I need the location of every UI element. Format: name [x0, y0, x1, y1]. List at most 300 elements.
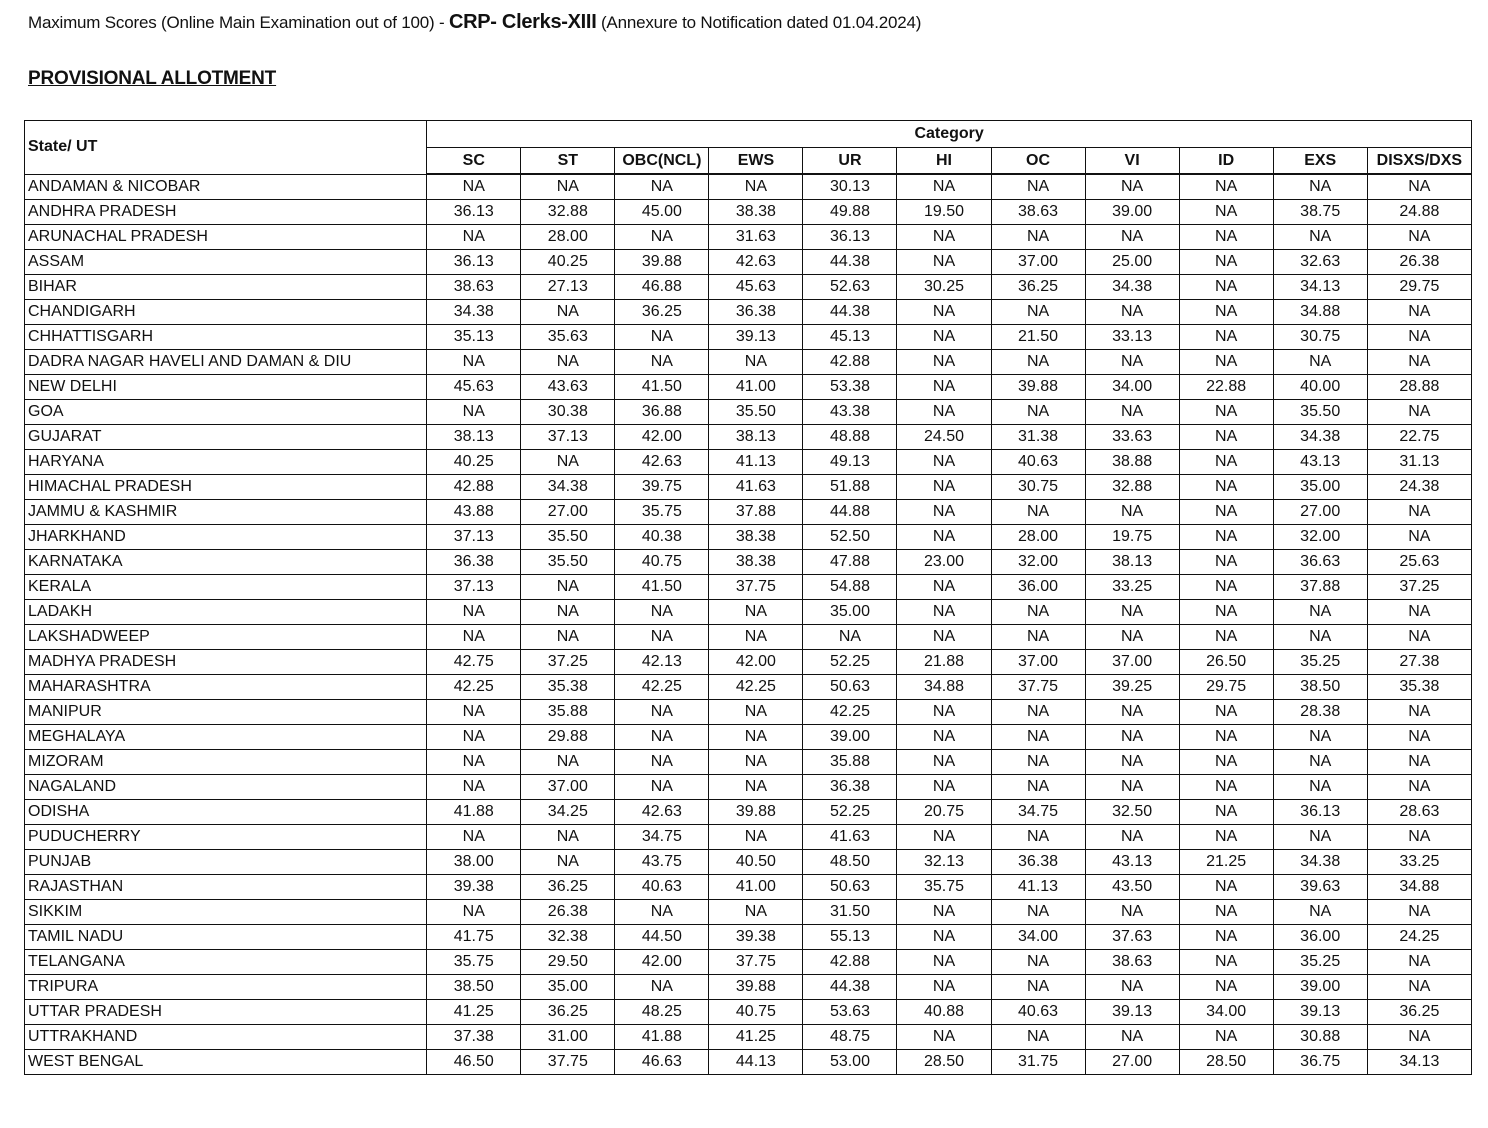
score-cell: 39.00	[1273, 975, 1367, 1000]
score-cell: 48.75	[803, 1025, 897, 1050]
score-cell: 35.00	[521, 975, 615, 1000]
score-cell: NA	[709, 600, 803, 625]
score-cell: NA	[803, 625, 897, 650]
score-cell: 24.25	[1367, 925, 1471, 950]
score-cell: 32.13	[897, 850, 991, 875]
score-cell: NA	[897, 1025, 991, 1050]
score-cell: NA	[1179, 600, 1273, 625]
table-row	[25, 225, 1472, 250]
state-name-cell: ANDAMAN & NICOBAR	[25, 174, 427, 200]
score-cell: NA	[897, 375, 991, 400]
score-cell: 28.00	[521, 225, 615, 250]
score-cell: NA	[427, 825, 521, 850]
score-cell: 39.25	[1085, 675, 1179, 700]
score-cell: NA	[615, 775, 709, 800]
score-cell: 24.50	[897, 425, 991, 450]
score-cell: NA	[991, 174, 1085, 200]
table-row	[25, 250, 1472, 275]
score-cell: NA	[991, 600, 1085, 625]
score-cell: 34.88	[1367, 875, 1471, 900]
table-row	[25, 925, 1472, 950]
state-column-header: State/ UT	[25, 121, 427, 175]
score-cell: NA	[709, 625, 803, 650]
table-row	[25, 600, 1472, 625]
score-cell: 32.63	[1273, 250, 1367, 275]
table-row	[25, 1025, 1472, 1050]
score-cell: NA	[1273, 225, 1367, 250]
score-cell: NA	[897, 250, 991, 275]
score-cell: 34.13	[1273, 275, 1367, 300]
score-cell: NA	[1085, 350, 1179, 375]
score-cell: 34.88	[897, 675, 991, 700]
score-cell: 27.00	[1085, 1050, 1179, 1075]
score-cell: NA	[991, 225, 1085, 250]
score-cell: NA	[521, 850, 615, 875]
score-cell: 30.25	[897, 275, 991, 300]
table-row	[25, 725, 1472, 750]
score-cell: NA	[991, 400, 1085, 425]
column-header: UR	[803, 148, 897, 175]
score-cell: 28.00	[991, 525, 1085, 550]
score-cell: NA	[1085, 700, 1179, 725]
score-cell: 29.88	[521, 725, 615, 750]
state-name-cell: GOA	[25, 400, 427, 425]
score-cell: 29.75	[1179, 675, 1273, 700]
score-cell: 50.63	[803, 675, 897, 700]
score-cell: 21.25	[1179, 850, 1273, 875]
state-name-cell: RAJASTHAN	[25, 875, 427, 900]
table-row	[25, 675, 1472, 700]
score-cell: 35.50	[521, 550, 615, 575]
score-cell: 35.75	[897, 875, 991, 900]
score-cell: 30.13	[803, 174, 897, 200]
score-cell: 26.38	[521, 900, 615, 925]
score-cell: NA	[615, 225, 709, 250]
score-cell: NA	[521, 450, 615, 475]
score-cell: NA	[1179, 925, 1273, 950]
score-cell: NA	[1179, 400, 1273, 425]
score-cell: 41.25	[709, 1025, 803, 1050]
score-cell: 34.00	[991, 925, 1085, 950]
score-cell: 26.38	[1367, 250, 1471, 275]
score-cell: NA	[1085, 174, 1179, 200]
table-row	[25, 400, 1472, 425]
table-row	[25, 750, 1472, 775]
score-cell: 38.50	[427, 975, 521, 1000]
score-cell: NA	[897, 300, 991, 325]
score-cell: 44.50	[615, 925, 709, 950]
score-cell: NA	[427, 900, 521, 925]
score-cell: NA	[991, 625, 1085, 650]
score-cell: NA	[1179, 250, 1273, 275]
score-cell: 19.50	[897, 200, 991, 225]
score-cell: NA	[427, 775, 521, 800]
score-cell: 40.63	[615, 875, 709, 900]
score-cell: 41.25	[427, 1000, 521, 1025]
score-cell: NA	[1179, 875, 1273, 900]
score-cell: 27.38	[1367, 650, 1471, 675]
score-cell: 40.25	[521, 250, 615, 275]
score-cell: 35.00	[1273, 475, 1367, 500]
score-cell: 34.38	[427, 300, 521, 325]
score-cell: 37.00	[991, 250, 1085, 275]
score-cell: NA	[991, 825, 1085, 850]
score-cell: 28.50	[1179, 1050, 1273, 1075]
score-cell: 36.25	[615, 300, 709, 325]
score-cell: 32.38	[521, 925, 615, 950]
score-cell: 38.13	[427, 425, 521, 450]
score-cell: NA	[897, 625, 991, 650]
score-cell: 42.25	[615, 675, 709, 700]
score-cell: 35.50	[709, 400, 803, 425]
state-name-cell: TRIPURA	[25, 975, 427, 1000]
score-cell: 34.75	[991, 800, 1085, 825]
score-cell: NA	[897, 450, 991, 475]
score-cell: NA	[1367, 975, 1471, 1000]
table-row	[25, 174, 1472, 200]
score-cell: 39.00	[1085, 200, 1179, 225]
heading-prefix: Maximum Scores (Online Main Examination out of 100) -	[28, 13, 449, 32]
score-cell: 30.88	[1273, 1025, 1367, 1050]
score-cell: 36.25	[991, 275, 1085, 300]
score-cell: 34.38	[1273, 425, 1367, 450]
table-row	[25, 775, 1472, 800]
score-cell: 19.75	[1085, 525, 1179, 550]
score-cell: 38.63	[1085, 950, 1179, 975]
state-name-cell: ASSAM	[25, 250, 427, 275]
score-cell: NA	[709, 700, 803, 725]
score-cell: 42.25	[709, 675, 803, 700]
score-cell: 36.13	[803, 225, 897, 250]
score-cell: NA	[897, 750, 991, 775]
score-cell: NA	[1179, 200, 1273, 225]
score-cell: 39.38	[709, 925, 803, 950]
score-cell: 42.63	[709, 250, 803, 275]
score-cell: 37.13	[427, 575, 521, 600]
score-cell: NA	[897, 950, 991, 975]
score-cell: 45.13	[803, 325, 897, 350]
score-cell: NA	[1085, 500, 1179, 525]
score-cell: NA	[1179, 975, 1273, 1000]
score-cell: 37.13	[521, 425, 615, 450]
state-name-cell: NAGALAND	[25, 775, 427, 800]
score-cell: NA	[427, 350, 521, 375]
score-cell: NA	[427, 225, 521, 250]
score-cell: 38.13	[1085, 550, 1179, 575]
score-cell: 28.63	[1367, 800, 1471, 825]
score-cell: NA	[897, 400, 991, 425]
score-cell: 35.25	[1273, 950, 1367, 975]
score-cell: NA	[1179, 275, 1273, 300]
score-cell: 41.00	[709, 875, 803, 900]
score-cell: NA	[1179, 500, 1273, 525]
score-cell: NA	[1179, 800, 1273, 825]
score-cell: 37.00	[1085, 650, 1179, 675]
score-cell: NA	[897, 975, 991, 1000]
score-cell: NA	[897, 500, 991, 525]
score-cell: 31.00	[521, 1025, 615, 1050]
score-cell: 31.75	[991, 1050, 1085, 1075]
score-cell: 38.38	[709, 200, 803, 225]
score-cell: 43.75	[615, 850, 709, 875]
score-cell: NA	[991, 700, 1085, 725]
score-cell: 37.00	[521, 775, 615, 800]
scores-table	[24, 120, 1472, 1075]
score-cell: NA	[897, 525, 991, 550]
score-cell: NA	[1273, 625, 1367, 650]
score-cell: 53.00	[803, 1050, 897, 1075]
score-cell: NA	[1085, 1025, 1179, 1050]
score-cell: NA	[427, 625, 521, 650]
score-cell: NA	[1085, 600, 1179, 625]
score-cell: 42.25	[803, 700, 897, 725]
score-cell: 37.38	[427, 1025, 521, 1050]
score-cell: NA	[897, 725, 991, 750]
score-cell: 40.50	[709, 850, 803, 875]
score-cell: 28.38	[1273, 700, 1367, 725]
score-cell: 34.00	[1085, 375, 1179, 400]
score-cell: NA	[427, 750, 521, 775]
score-cell: NA	[1367, 700, 1471, 725]
score-cell: 35.50	[1273, 400, 1367, 425]
score-cell: 52.50	[803, 525, 897, 550]
heading-exam-name: CRP- Clerks-XIII	[448, 11, 597, 33]
score-cell: 34.13	[1367, 1050, 1471, 1075]
score-cell: 41.13	[709, 450, 803, 475]
score-cell: 44.38	[803, 975, 897, 1000]
score-cell: 40.88	[897, 1000, 991, 1025]
table-row	[25, 825, 1472, 850]
state-name-cell: HARYANA	[25, 450, 427, 475]
score-cell: 37.75	[709, 950, 803, 975]
score-cell: 27.00	[1273, 500, 1367, 525]
score-cell: NA	[1179, 300, 1273, 325]
score-cell: 24.38	[1367, 475, 1471, 500]
score-cell: NA	[1273, 900, 1367, 925]
column-header: OBC(NCL)	[615, 148, 709, 175]
score-cell: NA	[709, 825, 803, 850]
score-cell: 36.00	[1273, 925, 1367, 950]
score-cell: 53.63	[803, 1000, 897, 1025]
score-cell: NA	[897, 350, 991, 375]
score-cell: 41.63	[709, 475, 803, 500]
score-cell: NA	[897, 225, 991, 250]
score-cell: 44.38	[803, 300, 897, 325]
score-cell: 35.00	[803, 600, 897, 625]
column-header: ST	[521, 148, 615, 175]
score-cell: 40.63	[991, 1000, 1085, 1025]
score-cell: 35.50	[521, 525, 615, 550]
score-cell: 45.63	[709, 275, 803, 300]
table-row	[25, 475, 1472, 500]
score-cell: 22.88	[1179, 375, 1273, 400]
score-cell: 41.13	[991, 875, 1085, 900]
score-cell: 53.38	[803, 375, 897, 400]
score-cell: NA	[1085, 825, 1179, 850]
score-cell: 36.63	[1273, 550, 1367, 575]
score-cell: NA	[427, 400, 521, 425]
score-cell: 29.75	[1367, 275, 1471, 300]
score-cell: 30.38	[521, 400, 615, 425]
score-cell: NA	[1367, 1025, 1471, 1050]
score-cell: 21.50	[991, 325, 1085, 350]
column-header: SC	[427, 148, 521, 175]
score-cell: 26.50	[1179, 650, 1273, 675]
score-cell: 24.88	[1367, 200, 1471, 225]
score-cell: NA	[897, 475, 991, 500]
score-cell: 40.25	[427, 450, 521, 475]
score-cell: 40.38	[615, 525, 709, 550]
score-cell: 45.00	[615, 200, 709, 225]
column-header: VI	[1085, 148, 1179, 175]
score-cell: NA	[897, 925, 991, 950]
score-cell: 42.63	[615, 450, 709, 475]
score-cell: NA	[427, 725, 521, 750]
score-cell: 42.75	[427, 650, 521, 675]
score-cell: NA	[1367, 950, 1471, 975]
table-row	[25, 425, 1472, 450]
score-cell: 37.00	[991, 650, 1085, 675]
score-cell: 38.13	[709, 425, 803, 450]
score-cell: NA	[709, 174, 803, 200]
score-cell: 39.13	[1085, 1000, 1179, 1025]
score-cell: 42.63	[615, 800, 709, 825]
score-cell: NA	[1273, 725, 1367, 750]
column-header: ID	[1179, 148, 1273, 175]
score-cell: NA	[1367, 600, 1471, 625]
score-cell: NA	[897, 700, 991, 725]
score-cell: NA	[1179, 525, 1273, 550]
score-cell: 39.75	[615, 475, 709, 500]
heading-suffix: (Annexure to Notification dated 01.04.2024)	[596, 13, 922, 32]
score-cell: 55.13	[803, 925, 897, 950]
score-cell: NA	[521, 825, 615, 850]
score-cell: 41.00	[709, 375, 803, 400]
score-cell: 36.38	[709, 300, 803, 325]
state-name-cell: PUDUCHERRY	[25, 825, 427, 850]
table-row	[25, 525, 1472, 550]
score-cell: NA	[615, 325, 709, 350]
score-cell: NA	[991, 775, 1085, 800]
score-cell: 42.88	[803, 350, 897, 375]
score-cell: 40.63	[991, 450, 1085, 475]
score-cell: 48.50	[803, 850, 897, 875]
score-cell: NA	[991, 750, 1085, 775]
score-cell: 52.25	[803, 800, 897, 825]
score-cell: 37.75	[521, 1050, 615, 1075]
score-cell: NA	[521, 174, 615, 200]
score-cell: NA	[1273, 350, 1367, 375]
state-name-cell: SIKKIM	[25, 900, 427, 925]
score-cell: NA	[427, 600, 521, 625]
score-cell: 41.63	[803, 825, 897, 850]
score-cell: 52.63	[803, 275, 897, 300]
score-cell: 27.00	[521, 500, 615, 525]
score-cell: 41.75	[427, 925, 521, 950]
state-name-cell: MAHARASHTRA	[25, 675, 427, 700]
table-row	[25, 875, 1472, 900]
score-cell: 36.25	[1367, 1000, 1471, 1025]
score-cell: 28.88	[1367, 375, 1471, 400]
state-name-cell: UTTAR PRADESH	[25, 1000, 427, 1025]
score-cell: NA	[1179, 625, 1273, 650]
score-cell: 36.38	[991, 850, 1085, 875]
score-cell: 43.88	[427, 500, 521, 525]
score-cell: 38.63	[991, 200, 1085, 225]
score-cell: 36.13	[427, 250, 521, 275]
score-cell: 38.50	[1273, 675, 1367, 700]
score-cell: NA	[1179, 550, 1273, 575]
state-name-cell: JHARKHAND	[25, 525, 427, 550]
table-body	[25, 174, 1472, 1075]
score-cell: 23.00	[897, 550, 991, 575]
score-cell: NA	[1085, 750, 1179, 775]
score-cell: 31.63	[709, 225, 803, 250]
score-cell: 36.38	[427, 550, 521, 575]
score-cell: 38.00	[427, 850, 521, 875]
score-cell: 40.75	[615, 550, 709, 575]
score-cell: 35.63	[521, 325, 615, 350]
state-name-cell: GUJARAT	[25, 425, 427, 450]
score-cell: 46.50	[427, 1050, 521, 1075]
score-cell: 37.88	[709, 500, 803, 525]
score-cell: 33.63	[1085, 425, 1179, 450]
score-cell: 36.25	[521, 1000, 615, 1025]
score-cell: NA	[615, 600, 709, 625]
score-cell: 31.13	[1367, 450, 1471, 475]
score-cell: 41.88	[427, 800, 521, 825]
score-cell: NA	[709, 750, 803, 775]
score-cell: 34.38	[521, 475, 615, 500]
score-cell: 29.50	[521, 950, 615, 975]
score-cell: NA	[709, 350, 803, 375]
score-cell: 34.88	[1273, 300, 1367, 325]
table-row	[25, 500, 1472, 525]
score-cell: 34.75	[615, 825, 709, 850]
score-cell: 32.88	[521, 200, 615, 225]
score-cell: 25.00	[1085, 250, 1179, 275]
table-row	[25, 1050, 1472, 1075]
state-name-cell: ODISHA	[25, 800, 427, 825]
score-cell: NA	[1367, 300, 1471, 325]
score-cell: 33.13	[1085, 325, 1179, 350]
state-name-cell: CHANDIGARH	[25, 300, 427, 325]
score-cell: NA	[1179, 825, 1273, 850]
score-cell: 38.38	[709, 525, 803, 550]
score-cell: 36.13	[427, 200, 521, 225]
score-cell: 52.25	[803, 650, 897, 675]
score-cell: NA	[1085, 625, 1179, 650]
score-cell: 51.88	[803, 475, 897, 500]
score-cell: 48.88	[803, 425, 897, 450]
score-cell: NA	[427, 174, 521, 200]
score-cell: NA	[521, 575, 615, 600]
state-name-cell: UTTRAKHAND	[25, 1025, 427, 1050]
score-cell: NA	[521, 625, 615, 650]
score-cell: 32.00	[1273, 525, 1367, 550]
score-cell: 34.38	[1273, 850, 1367, 875]
score-cell: 31.38	[991, 425, 1085, 450]
score-cell: 37.63	[1085, 925, 1179, 950]
score-cell: 46.63	[615, 1050, 709, 1075]
score-cell: NA	[897, 600, 991, 625]
score-cell: 43.63	[521, 375, 615, 400]
score-cell: 43.50	[1085, 875, 1179, 900]
table-row	[25, 625, 1472, 650]
state-name-cell: KARNATAKA	[25, 550, 427, 575]
table-row	[25, 975, 1472, 1000]
score-cell: NA	[991, 500, 1085, 525]
